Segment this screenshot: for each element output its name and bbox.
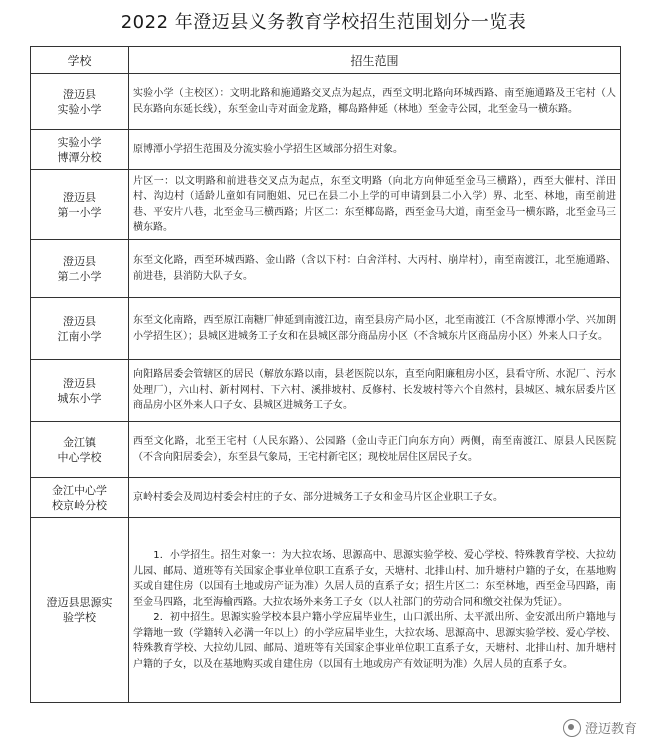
school-range: 实验小学（主校区）：文明北路和施通路交叉点为起点，西至文明北路向环城西路、南至施通路及王宅村（人民东路向东延长线），东至金山寺对面金龙路，椰岛路伸延（林地）至金寺公园，北至金马一横东路。	[129, 74, 621, 130]
watermark-text: 澄迈教育	[584, 722, 637, 737]
school-name: 金江镇 中心学校	[31, 422, 129, 478]
table-row	[31, 360, 621, 422]
school-range: 向阳路居委会管辖区的居民（解放东路以南，县老医院以东，直至向阳廉租房小区，县看守所、水泥厂、污水处理厂），六山村、新村网村、下六村、溪排坡村、反修村、长发坡村等六个自然村，县城区、城东居委片区商品房小区外来人口子女、县城区进城务工子女。	[129, 360, 621, 422]
table-row	[31, 422, 621, 478]
school-range: 片区一：以文明路和前进巷交叉点为起点，东至文明路（向北方向伸延至金马三横路），西至大催村、洋田村、沟边村（适龄儿童如有同胞姐、兄已在县二小上学的可申请到县二小入学）界、北至、林地，南至前进巷、平安片八巷，北至金马三横西路；片区二：东至椰岛路，西至金马大道，南至金马一横东路，北至金马三横东路。	[129, 170, 621, 240]
table-row	[31, 298, 621, 360]
table-row	[31, 130, 621, 170]
header-range: 招生范围	[129, 47, 621, 74]
school-name: 澄迈县 江南小学	[31, 298, 129, 360]
table-row	[31, 478, 621, 518]
school-range: 东至文化路，西至环城西路、金山路（含以下村：白舍洋村、大丙村、崩岸村），南至南渡江，北至施通路、前进巷，县消防大队子女。	[129, 240, 621, 298]
school-name: 澄迈县 第一小学	[31, 170, 129, 240]
school-range: 京岭村委会及周边村委会村庄的子女、部分进城务工子女和金马片区企业职工子女。	[129, 478, 621, 518]
wechat-account-icon	[563, 719, 581, 737]
table-row	[31, 240, 621, 298]
table-row	[31, 170, 621, 240]
table-row	[31, 518, 621, 703]
school-name: 澄迈县思源实 验学校	[31, 518, 129, 703]
header-school: 学校	[31, 47, 129, 74]
enrollment-table	[30, 46, 621, 703]
school-name: 澄迈县 城东小学	[31, 360, 129, 422]
school-range: 原博潭小学招生范围及分流实验小学招生区域部分招生对象。	[129, 130, 621, 170]
school-range: 东至文化南路，西至原江南糖厂伸延到南渡江边，南至县房产局小区，北至南渡江（不含原博潭小学、兴加朗小学招生区）；县城区进城务工子女和在县城区部分商品房小区（不含城东片区商品房小区）外来人口子女。	[129, 298, 621, 360]
school-name: 实验小学 博潭分校	[31, 130, 129, 170]
school-name: 金江中心学 校京岭分校	[31, 478, 129, 518]
school-name: 澄迈县 实验小学	[31, 74, 129, 130]
school-range: 西至文化路，北至王宅村（人民东路）、公园路（金山寺正门向东方向）两侧，南至南渡江、原县人民医院（不含向阳居委会），东至县气象局，王宅村新宅区；现校址居住区居民子女。	[129, 422, 621, 478]
table-header-row	[31, 47, 621, 74]
school-range: 1．小学招生。招生对象一：为大拉农场、思源高中、思源实验学校、爱心学校、特殊教育学校、大拉幼儿园、邮局、道班等有关国家企事业单位职工直系子女，天塘村、北排山村、加升塘村户籍的子女，在基地购买或自建住房（以国有土地或房产证为准）久居人员的直系子女；招生片区二：东至林地，西至金马四路，南至金马四路，北至海榆西路。大拉农场外来务工子女（以人社部门的劳动合同和缴交社保为凭证）。 2．初中招生。思源实验学校本县户籍小学应届毕业生，山口派出所、太平派出所、金安派出所户籍地与学籍地一致（学籍转入必满一年以上）的小学应届毕业生，大拉农场、思源高中、思源实验学校、爱心学校、特殊教育学校、大拉幼儿园、邮局、道班等有关国家企事业单位职工直系子女，天塘村、北排山村、加升塘村户籍的子女，以及在基地购买或自建住房（以国有土地或房产有效证明为准）久居人员的直系子女。	[129, 518, 621, 703]
table-row	[31, 74, 621, 130]
watermark	[563, 718, 637, 737]
school-name: 澄迈县 第二小学	[31, 240, 129, 298]
page-title: 2022 年澄迈县义务教育学校招生范围划分一览表	[120, 12, 527, 33]
